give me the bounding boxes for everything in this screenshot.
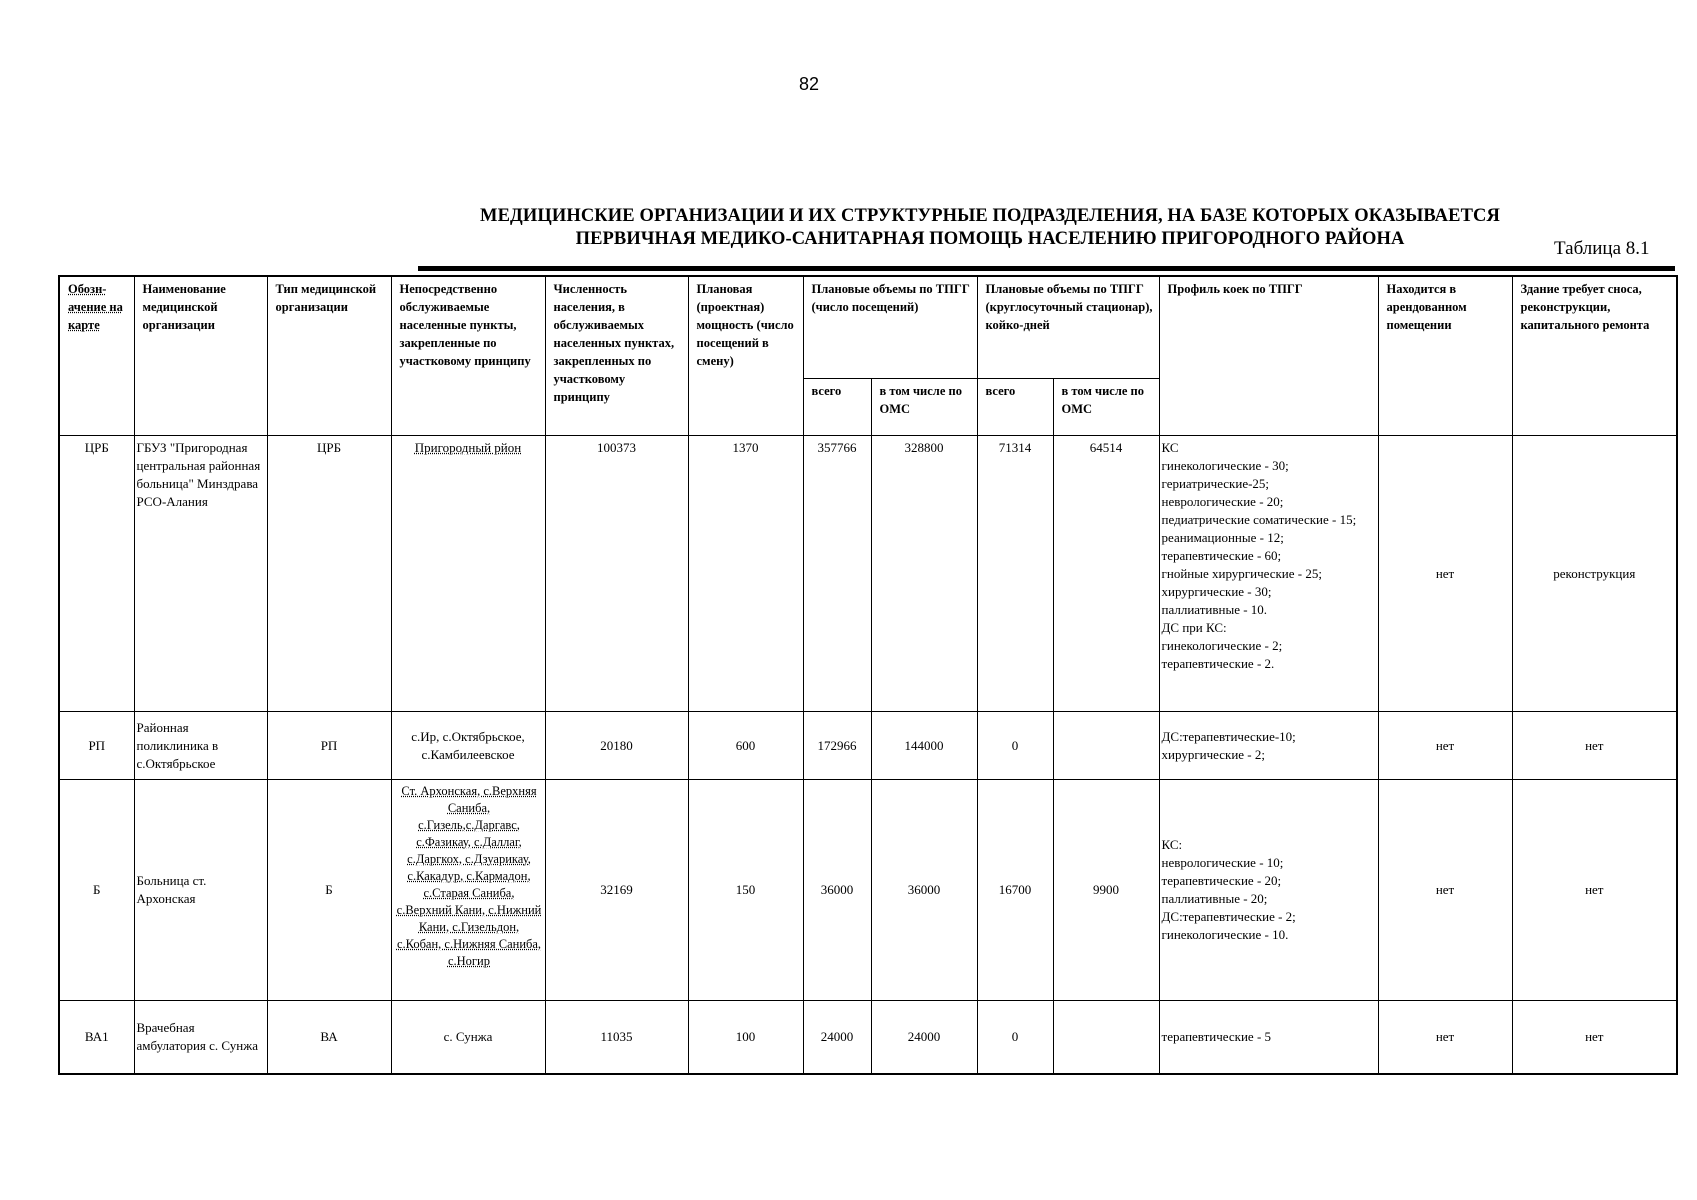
profile-line: гинекологические - 30; [1161,457,1289,473]
cell-visits-total: 357766 [803,435,871,711]
header-type: Тип медицинской организации [267,276,391,435]
header-beddays-group: Плановые объемы по ТПГГ (круглосуточный стационар), койко-дней [977,276,1159,378]
cell-settlements: с. Сунжа [391,1000,545,1074]
cell-designation: РП [59,711,134,779]
cell-visits-total: 172966 [803,711,871,779]
cell-type: ЦРБ [267,435,391,711]
cell-beddays-total: 0 [977,711,1053,779]
cell-type: ВА [267,1000,391,1074]
page-number: 82 [798,74,820,94]
cell-rented: нет [1378,779,1512,1000]
profile-line: паллиативные - 10. [1161,601,1268,617]
profile-line: педиатрические соматические - 15; [1161,511,1357,527]
table-row [59,779,1677,1000]
cell-visits-oms: 24000 [871,1000,977,1074]
cell-building: нет [1512,779,1677,1000]
header-visits-oms: в том числе по ОМС [871,378,977,435]
profile-line: гинекологические - 2; [1161,637,1283,653]
profile-line: ДС:терапевтические - 2; [1161,909,1296,924]
profile-line: КС: [1161,837,1183,852]
header-rented: Находится в арендованном помещении [1378,276,1512,435]
header-population: Численность населения, в обслуживаемых населенных пунктах, закрепленных по участковому принципу [545,276,688,435]
profile-line: хирургические - 2; [1161,746,1265,762]
cell-visits-oms: 328800 [871,435,977,711]
cell-settlements: Ст. Архонская, с.Верхняя Саниба, с.Гизель,с.Даргавс, с.Фазикау, с.Даллаг, с.Даргкох, с.Дзуарикау, с.Какадур, с.Кармадон, с.Старая Саниба, с.Верхний Кани, с.Нижний Кани, с.Гизельдон, с.Кобан, с.Нижняя Саниба, с.Ногир [391,779,545,1000]
header-settlements: Непосредственно обслуживаемые населенные пункты, закрепленные по участковому принципу [391,276,545,435]
medical-organizations-table [58,275,1678,1075]
cell-beddays-total: 71314 [977,435,1053,711]
header-row [59,276,1677,378]
cell-visits-total: 36000 [803,779,871,1000]
cell-name: Врачебная амбулатория с. Сунжа [134,1000,267,1074]
cell-population: 32169 [545,779,688,1000]
cell-building: реконструкция [1512,435,1677,711]
profile-line: гнойные хирургические - 25; [1161,565,1322,581]
header-beddays-total: всего [977,378,1053,435]
cell-visits-oms: 36000 [871,779,977,1000]
cell-settlements: Пригородный рйон [391,435,545,711]
profile-line: хирургические - 30; [1161,583,1272,599]
cell-name: Больница ст. Архонская [134,779,267,1000]
cell-rented: нет [1378,711,1512,779]
profile-line: терапевтические - 60; [1161,547,1282,563]
cell-bed-profile [1159,435,1378,711]
title-line-2: ПЕРВИЧНАЯ МЕДИКО-САНИТАРНАЯ ПОМОЩЬ НАСЕЛЕНИЮ ПРИГОРОДНОГО РАЙОНА [575,229,1405,249]
profile-line: ДС при КС: [1161,619,1227,635]
header-beddays-oms: в том числе по ОМС [1053,378,1159,435]
profile-line: реанимационные - 12; [1161,529,1284,545]
cell-beddays-oms: 9900 [1053,779,1159,1000]
cell-designation: ВА1 [59,1000,134,1074]
profile-line: гериатрические-25; [1161,475,1270,491]
title-line-1: МЕДИЦИНСКИЕ ОРГАНИЗАЦИИ И ИХ СТРУКТУРНЫЕ ПОДРАЗДЕЛЕНИЯ, НА БАЗЕ КОТОРЫХ ОКАЗЫВАЕТСЯ [480,206,1500,226]
cell-designation: Б [59,779,134,1000]
title-rule [418,266,1675,271]
header-visits-total: всего [803,378,871,435]
cell-capacity: 100 [688,1000,803,1074]
cell-designation: ЦРБ [59,435,134,711]
cell-building: нет [1512,1000,1677,1074]
table-number: Таблица 8.1 [1554,238,1650,259]
table-row [59,711,1677,779]
cell-bed-profile [1159,711,1378,779]
cell-type: Б [267,779,391,1000]
cell-population: 11035 [545,1000,688,1074]
header-capacity: Плановая (проектная) мощность (число посещений в смену) [688,276,803,435]
cell-rented: нет [1378,435,1512,711]
cell-beddays-oms [1053,711,1159,779]
profile-line: терапевтические - 5 [1161,1029,1272,1045]
cell-beddays-oms [1053,1000,1159,1074]
cell-capacity: 600 [688,711,803,779]
cell-visits-oms: 144000 [871,711,977,779]
cell-building: нет [1512,711,1677,779]
table-row [59,1000,1677,1074]
cell-type: РП [267,711,391,779]
profile-line: неврологические - 10; [1161,855,1284,870]
header-building: Здание требует сноса, реконструкции, капитального ремонта [1512,276,1677,435]
cell-rented: нет [1378,1000,1512,1074]
cell-beddays-total: 0 [977,1000,1053,1074]
header-bed-profile: Профиль коек по ТПГГ [1159,276,1378,435]
cell-capacity: 1370 [688,435,803,711]
header-designation: Обозн-ачение на карте [59,276,134,435]
profile-line: терапевтические - 2. [1161,655,1275,671]
cell-name: Районная поликлиника в с.Октябрьское [134,711,267,779]
profile-line: КС [1161,439,1179,455]
profile-line: паллиативные - 20; [1161,891,1268,906]
cell-beddays-oms: 64514 [1053,435,1159,711]
cell-settlements: с.Ир, с.Октябрьское, с.Камбилеевское [391,711,545,779]
header-name: Наименование медицинской организации [134,276,267,435]
cell-capacity: 150 [688,779,803,1000]
document-title [380,205,1600,251]
cell-name: ГБУЗ "Пригородная центральная районная больница" Минздрава РСО-Алания [134,435,267,711]
profile-line: гинекологические - 10. [1161,927,1289,942]
cell-bed-profile [1159,779,1378,1000]
profile-line: терапевтические - 20; [1161,873,1282,888]
cell-visits-total: 24000 [803,1000,871,1074]
profile-line: неврологические - 20; [1161,493,1284,509]
cell-bed-profile [1159,1000,1378,1074]
cell-population: 20180 [545,711,688,779]
header-visits-group: Плановые объемы по ТПГГ (число посещений) [803,276,977,378]
profile-line: ДС:терапевтические-10; [1161,728,1296,744]
table-row [59,435,1677,711]
cell-population: 100373 [545,435,688,711]
cell-beddays-total: 16700 [977,779,1053,1000]
